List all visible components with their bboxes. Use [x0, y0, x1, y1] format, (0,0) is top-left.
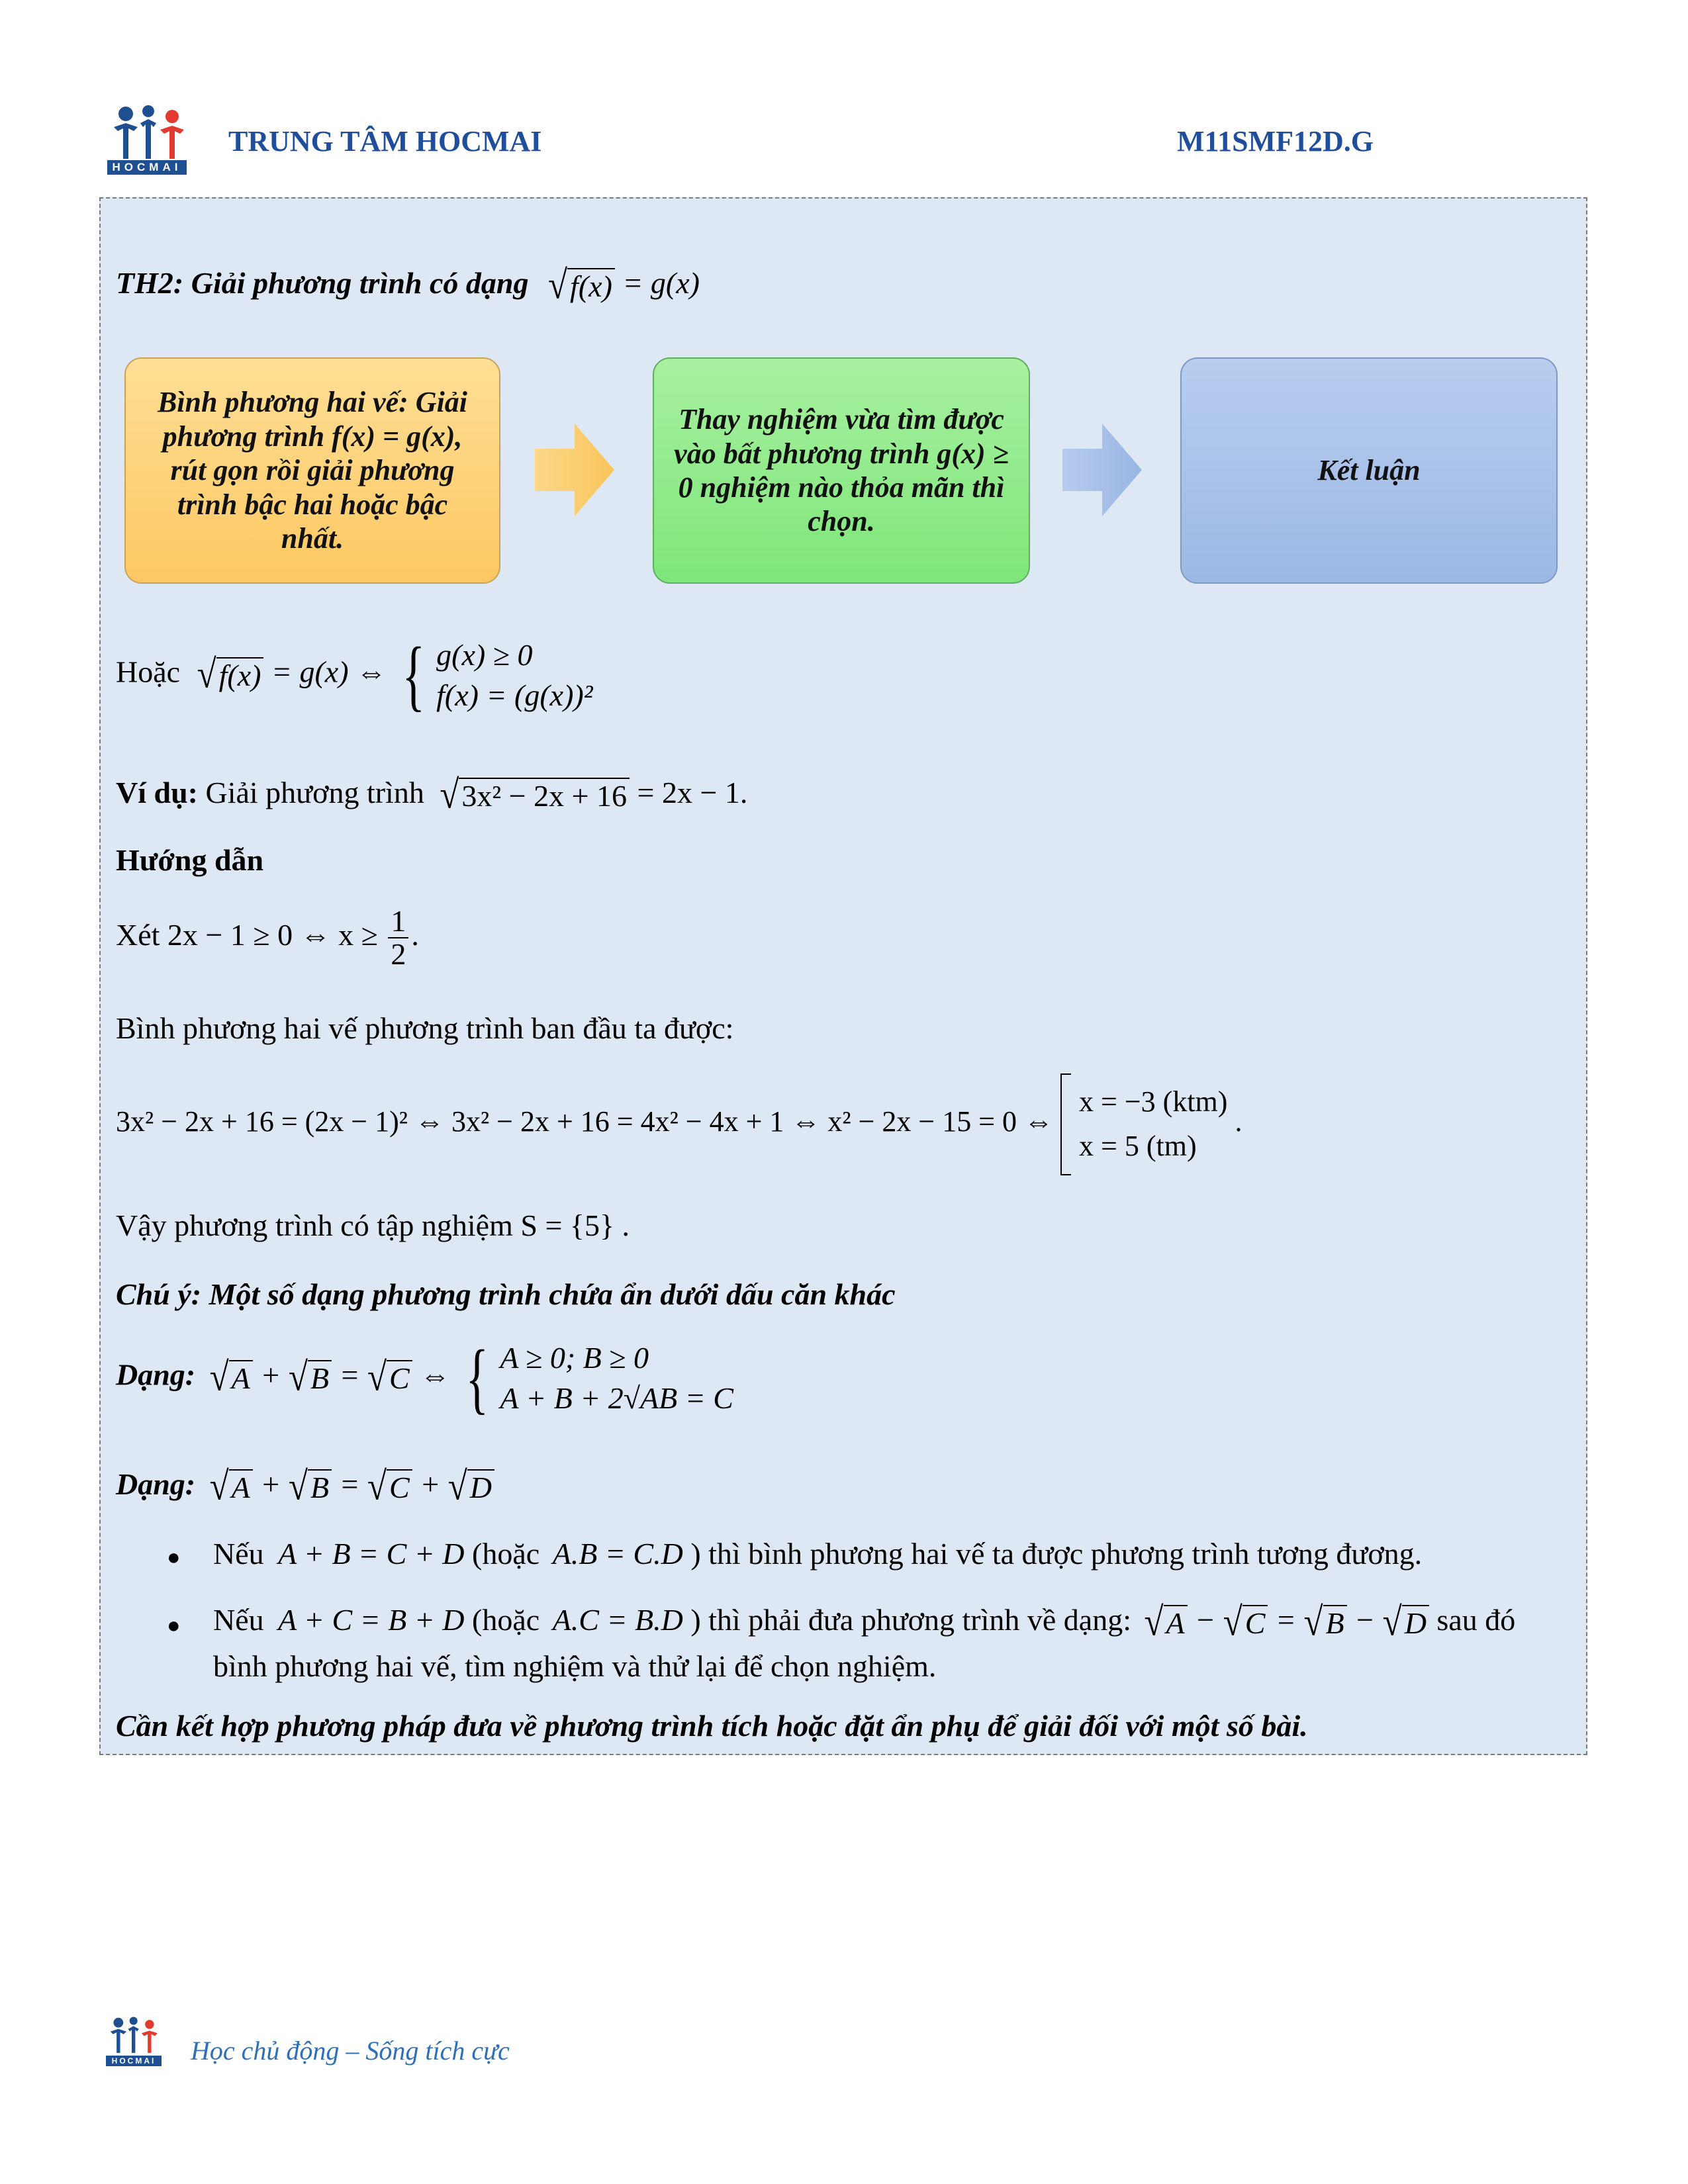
footer-slogan: Học chủ động – Sống tích cực — [191, 2036, 510, 2066]
form2-line: Dạng: √ A + √ B = √ C + √ D — [116, 1466, 494, 1506]
th2-formula-rhs: = g(x) — [622, 266, 700, 300]
hoac-lhs: = g(x) ⇔ — [271, 655, 387, 689]
bullet-dot: ● — [167, 1545, 181, 1570]
flow-box-check: Thay nghiệm vừa tìm được vào bất phương trình g(x) ≥ 0 nghiệm nào thỏa mãn thì chọn. — [653, 357, 1030, 584]
hoac-row2: f(x) = (g(x))² — [436, 678, 593, 712]
flow-box-square: Bình phương hai vế: Giải phương trình f(x) = g(x), rút gọn rồi giải phương trình bậc hai hoặc bậc nhất. — [124, 357, 500, 584]
form1-line: Dạng: √ A + √ B = √ C ⇔ { A ≥ 0; B ≥ 0 A + B + 2√AB = C — [116, 1334, 733, 1422]
final-note: Cần kết hợp phương pháp đưa về phương trình tích hoặc đặt ẩn phụ để giải đối với một số bài. — [116, 1709, 1308, 1743]
root-1: x = −3 (ktm) — [1079, 1085, 1228, 1118]
example-line — [116, 772, 748, 817]
bullet-2: Nếu A + C = B + D (hoặc A.C = B.D ) thì phải đưa phương trình về dạng: √ A − √ C = √ B − √ D sau đó — [213, 1600, 1516, 1645]
logo-figures-icon — [107, 105, 190, 160]
arrow-right-icon — [535, 424, 614, 516]
hocmai-logo — [107, 105, 190, 183]
example-label: Ví dụ: — [116, 776, 198, 809]
bullet-2-cont: bình phương hai vế, tìm nghiệm và thử lại để chọn nghiệm. — [213, 1649, 937, 1683]
form1-label: Dạng: — [116, 1357, 196, 1392]
hoac-line — [116, 631, 593, 719]
hoac-system: { g(x) ≥ 0 f(x) = (g(x))² — [402, 631, 593, 719]
xet-prefix: Xét 2x − 1 ≥ 0 ⇔ x ≥ — [116, 917, 378, 952]
example-rhs: = 2x − 1. — [637, 776, 748, 809]
guide-title: Hướng dẫn — [116, 843, 264, 877]
center-name: TRUNG TÂM HOCMAI — [228, 125, 542, 158]
sqrt-fx-hoac: √ f(x) — [197, 657, 264, 694]
th2-title — [116, 263, 700, 308]
hoac-label: Hoặc — [116, 655, 181, 689]
square-text: Bình phương hai vế phương trình ban đầu ta được: — [116, 1011, 734, 1045]
bullet-dot: ● — [167, 1614, 181, 1638]
xet-suffix: . — [411, 917, 419, 952]
arrow-right-icon — [1062, 424, 1142, 516]
conclusion: Vậy phương trình có tập nghiệm S = {5} . — [116, 1208, 630, 1242]
root-2: x = 5 (tm) — [1079, 1130, 1197, 1162]
note-title: Chú ý: Một số dạng phương trình chứa ẩn dưới dấu căn khác — [116, 1277, 896, 1311]
hoac-row1: g(x) ≥ 0 — [436, 637, 533, 672]
roots-bracket — [1060, 1073, 1227, 1175]
long-equation — [116, 1073, 1242, 1175]
flow-box-conclude: Kết luận — [1180, 357, 1558, 584]
long-eq-text: 3x² − 2x + 16 = (2x − 1)² ⇔ 3x² − 2x + 16 = 4x² − 4x + 1 ⇔ x² − 2x − 15 = 0 ⇔ — [116, 1105, 1054, 1138]
logo-bar: HOCMAI — [107, 160, 187, 175]
example-text: Giải phương trình — [205, 776, 424, 809]
bullet-1: Nếu A + B = C + D (hoặc A.B = C.D ) thì bình phương hai vế ta được phương trình tương đương. — [213, 1537, 1423, 1570]
fraction-half: $\frac{1}{2}$ — [388, 905, 408, 971]
th2-title-text: TH2: Giải phương trình có dạng — [116, 266, 529, 300]
sqrt-example: √ 3x² − 2x + 16 — [440, 778, 630, 814]
form1-row2: A + B + 2√AB = C — [500, 1381, 733, 1415]
sqrt-fx: √ f(x) — [548, 268, 615, 304]
form2-label: Dạng: — [116, 1467, 196, 1501]
xet-line — [116, 905, 419, 971]
eq-end: . — [1235, 1105, 1243, 1138]
form1-row1: A ≥ 0; B ≥ 0 — [500, 1340, 649, 1375]
form1-system: { A ≥ 0; B ≥ 0 A + B + 2√AB = C — [465, 1334, 733, 1422]
footer-logo-bar: HOCMAI — [106, 2056, 162, 2066]
logo-figures-icon — [106, 2016, 162, 2054]
footer-logo — [106, 2016, 162, 2070]
doc-code: M11SMF12D.G — [1177, 125, 1374, 158]
